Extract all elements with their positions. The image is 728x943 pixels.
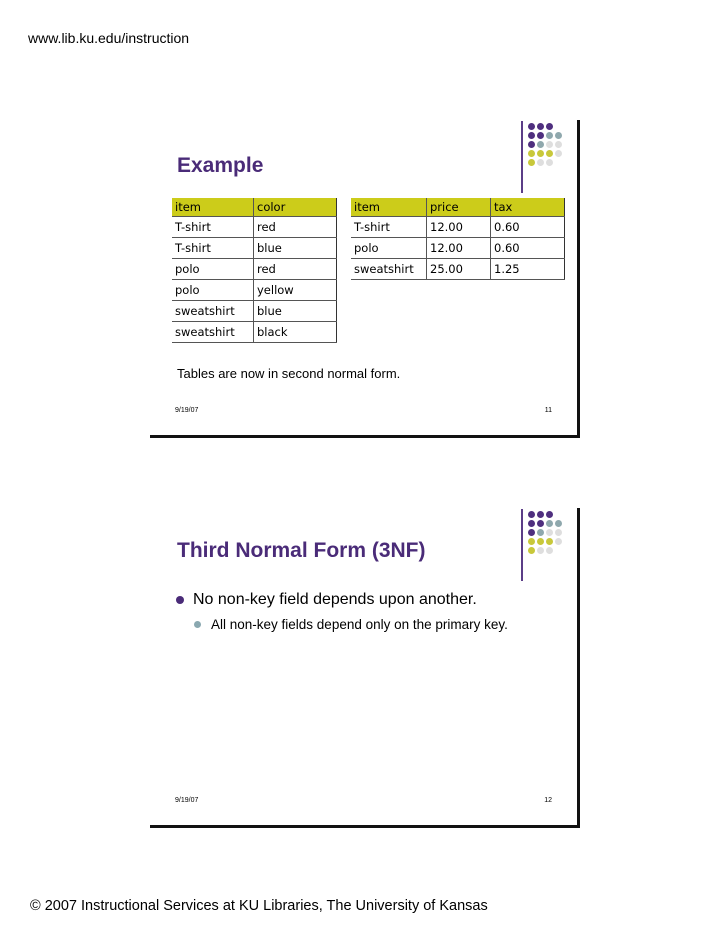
table-cell: sweatshirt	[172, 322, 254, 343]
item-color-table	[172, 198, 337, 343]
table-row	[351, 238, 565, 259]
table-row	[351, 217, 565, 238]
slide-date: 9/19/07	[175, 407, 199, 414]
table-cell: red	[254, 217, 337, 238]
table-cell: blue	[254, 301, 337, 322]
table-cell: T-shirt	[172, 238, 254, 259]
table-cell: polo	[172, 259, 254, 280]
table-cell: black	[254, 322, 337, 343]
column-header: tax	[491, 198, 565, 217]
table-cell: 0.60	[491, 217, 565, 238]
sub-bullet-point	[194, 617, 508, 632]
slide-date: 9/19/07	[175, 797, 199, 804]
decoration-dot	[546, 538, 553, 545]
decoration-dot	[537, 520, 544, 527]
table-cell: polo	[172, 280, 254, 301]
table-cell: T-shirt	[351, 217, 427, 238]
table-cell: 25.00	[427, 259, 491, 280]
decoration-dot	[546, 547, 553, 554]
column-header: price	[427, 198, 491, 217]
slide-page-number: 12	[544, 797, 552, 804]
table-cell: 0.60	[491, 238, 565, 259]
table-header-row	[172, 198, 337, 217]
decoration-dot	[546, 123, 553, 130]
decoration-dot	[537, 547, 544, 554]
column-header: color	[254, 198, 337, 217]
decoration-dot	[555, 529, 562, 536]
decoration-dot	[546, 141, 553, 148]
table-cell: sweatshirt	[172, 301, 254, 322]
table-row	[172, 322, 337, 343]
decoration-dot	[555, 150, 562, 157]
column-header: item	[351, 198, 427, 217]
decoration-dot	[528, 141, 535, 148]
header-url: www.lib.ku.edu/instruction	[28, 30, 190, 46]
slide-title: Example	[177, 154, 264, 177]
table-cell: 1.25	[491, 259, 565, 280]
decoration-dot	[555, 132, 562, 139]
table-cell: 12.00	[427, 217, 491, 238]
decoration-dot	[537, 511, 544, 518]
table-cell: blue	[254, 238, 337, 259]
decoration-dot	[528, 511, 535, 518]
decoration-dot	[546, 529, 553, 536]
table-row	[172, 259, 337, 280]
slide-note: Tables are now in second normal form.	[177, 366, 401, 381]
table-header-row	[351, 198, 565, 217]
bullet-icon	[176, 596, 184, 604]
table-cell: sweatshirt	[351, 259, 427, 280]
decoration-dot	[537, 123, 544, 130]
decoration-dot	[546, 511, 553, 518]
table-row	[172, 217, 337, 238]
slide-divider-line	[521, 121, 523, 193]
table-cell: 12.00	[427, 238, 491, 259]
decoration-dot	[555, 538, 562, 545]
table-row	[172, 238, 337, 259]
table-row	[172, 280, 337, 301]
slide-third-normal-form	[150, 508, 580, 828]
sub-bullet-icon	[194, 621, 201, 628]
decoration-dot	[537, 159, 544, 166]
decoration-dot	[546, 132, 553, 139]
decoration-dot	[528, 132, 535, 139]
table-row	[172, 301, 337, 322]
decoration-dot	[528, 123, 535, 130]
decoration-dot	[528, 529, 535, 536]
decoration-dot	[528, 547, 535, 554]
column-header: item	[172, 198, 254, 217]
sub-bullet-text: All non-key fields depend only on the primary key.	[211, 617, 508, 632]
footer-copyright: © 2007 Instructional Services at KU Libraries, The University of Kansas	[30, 898, 488, 914]
decoration-dot	[546, 520, 553, 527]
decoration-dot	[537, 132, 544, 139]
decoration-dot	[546, 150, 553, 157]
decoration-dot	[537, 529, 544, 536]
slide-divider-line	[521, 509, 523, 581]
slide-title: Third Normal Form (3NF)	[177, 539, 426, 562]
table-cell: yellow	[254, 280, 337, 301]
table-cell: polo	[351, 238, 427, 259]
table-row	[351, 259, 565, 280]
decoration-dot	[537, 141, 544, 148]
decoration-dot	[555, 520, 562, 527]
decoration-dot	[528, 520, 535, 527]
decoration-dot	[555, 141, 562, 148]
slide-page-number: 11	[544, 407, 552, 414]
bullet-point	[176, 591, 477, 609]
decoration-dot	[528, 150, 535, 157]
slide-example	[150, 120, 580, 438]
item-price-tax-table	[351, 198, 565, 280]
decoration-dot	[528, 538, 535, 545]
decoration-dot	[546, 159, 553, 166]
decoration-dot	[537, 538, 544, 545]
table-cell: T-shirt	[172, 217, 254, 238]
bullet-text: No non-key field depends upon another.	[193, 591, 477, 608]
decoration-dot	[537, 150, 544, 157]
decoration-dot	[528, 159, 535, 166]
table-cell: red	[254, 259, 337, 280]
